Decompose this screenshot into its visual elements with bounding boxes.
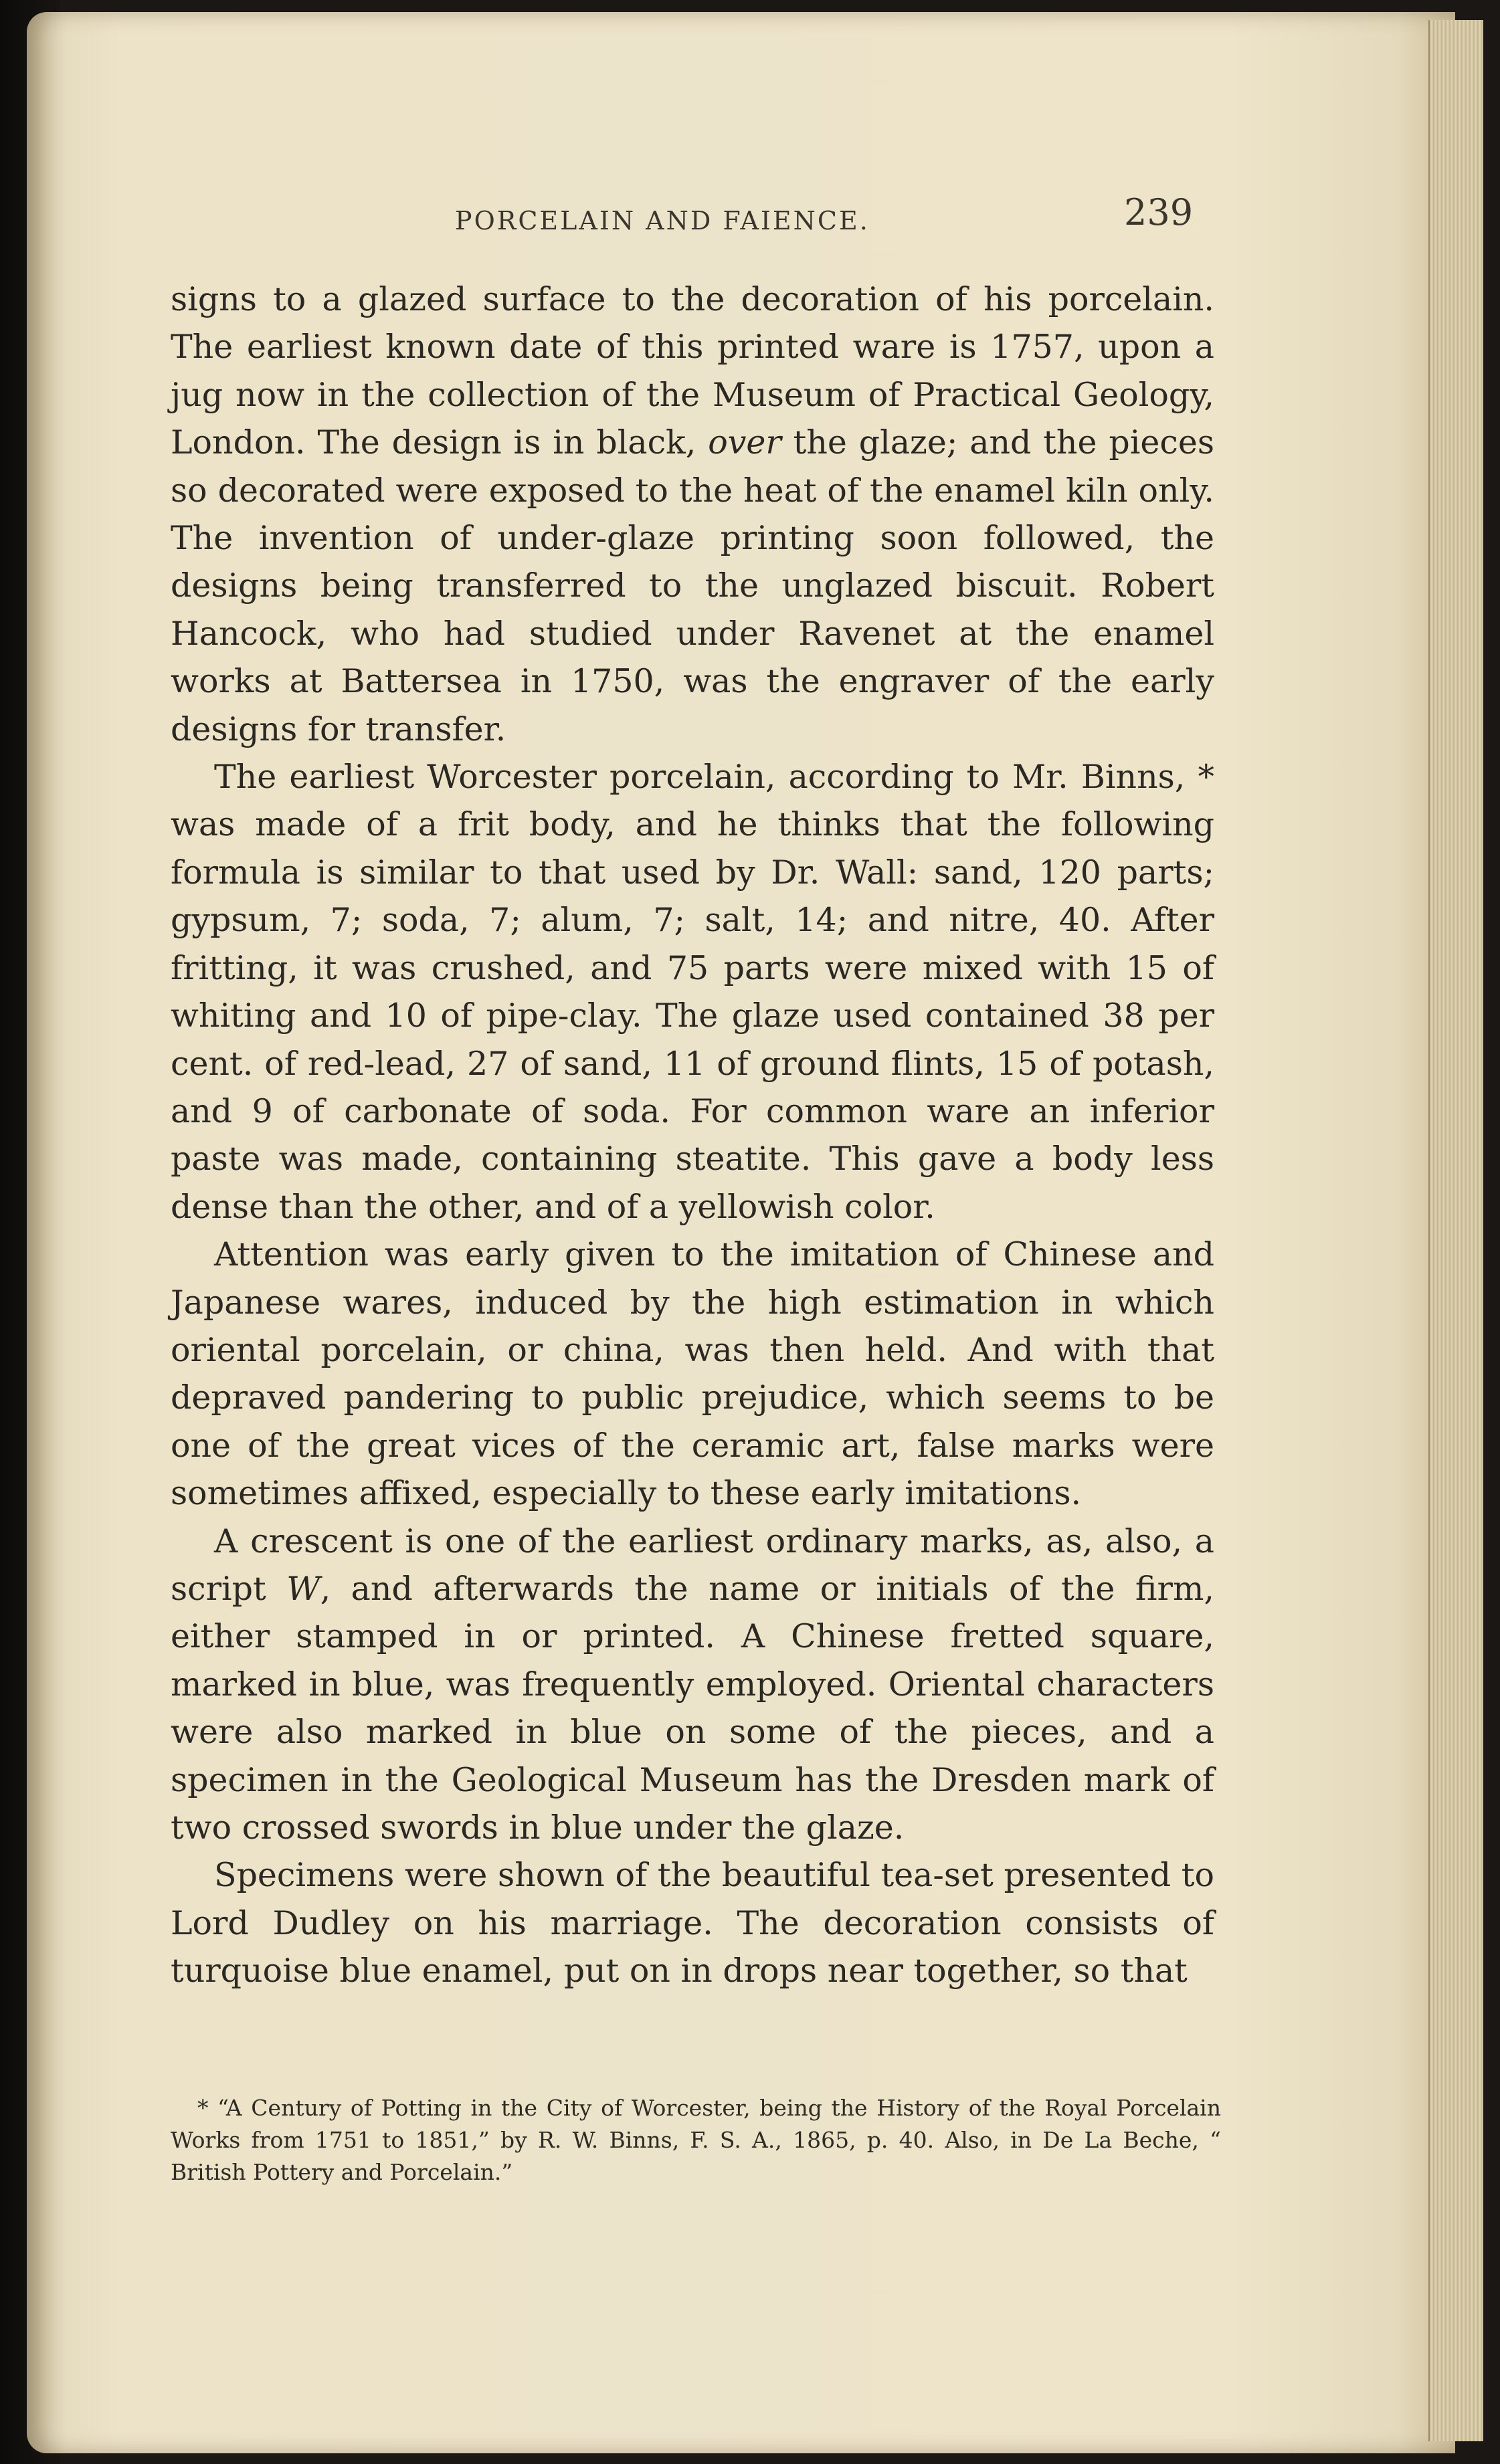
footnotes	[171, 2092, 1221, 2188]
body-text	[171, 276, 1214, 1995]
paragraph-1-italic-over: over	[708, 423, 781, 462]
paragraph-3: Attention was early given to the imitation of Chinese and Japanese wares, induced by the high estimation in which oriental porcelain, or china, was then held. And with that depraved pandering to public prejudice, which seems to be one of the great vices of the ceramic art, false marks were sometimes affixed, especially to these early imitations.	[171, 1235, 1214, 1513]
paragraph-4-text-b: , and afterwards the name or initials of the firm, either stamped in or printed. A Chinese fretted square, marked in blue, was frequently employed. Oriental characters were also marked in blue on some of the pieces, and a specimen in the Geological Museum has the Dresden mark of two crossed swords in blue under the glaze.	[171, 1569, 1214, 1847]
paragraph-5: Specimens were shown of the beautiful tea-set presented to Lord Dudley on his marriage. The decoration consists of turquoise blue enamel, put on in drops near together, so that	[171, 1856, 1214, 1990]
paragraph-4	[171, 1518, 1214, 1852]
paragraph-2: The earliest Worcester porcelain, according to Mr. Binns, * was made of a frit body, and he thinks that the following formula is similar to that used by Dr. Wall: sand, 120 parts; gypsum, 7; soda, 7; alum, 7; salt, 14; and nitre, 40. After fritting, it was crushed, and 75 parts were mixed with 15 of whiting and 10 of pipe-clay. The glaze used contained 38 per cent. of red-lead, 27 of sand, 11 of ground flints, 15 of potash, and 9 of carbonate of soda. For common ware an inferior paste was made, containing steatite. This gave a body less dense than the other, and of a yellowish color.	[171, 758, 1214, 1226]
running-header: PORCELAIN AND FAIENCE.	[455, 206, 870, 235]
page-number: 239	[1124, 191, 1194, 233]
paragraph-4-text-a: A crescent is one of the earliest ordinary marks, as, also, a script	[171, 1522, 1214, 1608]
paragraph-1-text-b: the glaze; and the pieces so decorated were exposed to the heat of the enamel kiln only. The invention of under-glaze printing soon followed, the designs being transferred to the unglazed biscuit. Robert Hancock, who had studied under Ravenet at the enamel works at Battersea in 1750, was the engraver of the early designs for transfer.	[171, 423, 1214, 748]
paragraph-4-italic-w: W	[286, 1569, 320, 1608]
footnote-1: * “A Century of Potting in the City of Worcester, being the History of the Royal Porcelain Works from 1751 to 1851,” by R. W. Binns, F. S. A., 1865, p. 40. Also, in De La Beche, “ British Pottery and Porcelain.”	[171, 2095, 1221, 2185]
page-edges	[1428, 20, 1483, 2441]
paragraph-1-text-a: signs to a glazed surface to the decoration of his porcelain. The earliest known date of this printed ware is 1757, upon a jug now in the collection of the Museum of Practical Geology, London. The design is in black,	[171, 280, 1214, 462]
paragraph-1	[171, 276, 1214, 753]
